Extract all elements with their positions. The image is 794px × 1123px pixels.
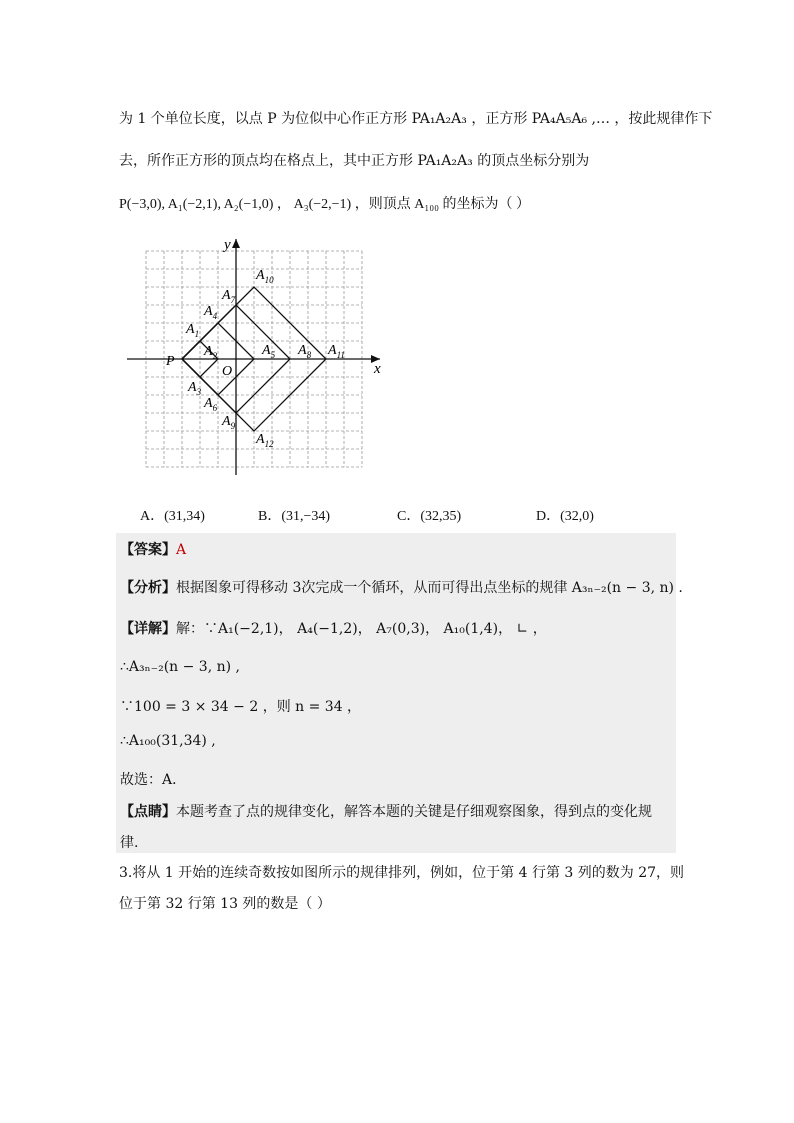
option-c[interactable]: C．(32,35): [397, 509, 462, 524]
intro-line-2: 去，所作正方形的顶点均在格点上，其中正方形 PA₁A₂A₃ 的顶点坐标分别为: [119, 153, 590, 169]
origin-label: O: [222, 364, 233, 379]
point-label-a5: $A_5$: [262, 343, 276, 360]
option-b[interactable]: B．(31,−34): [258, 509, 331, 524]
x-axis-label: x: [374, 361, 381, 377]
solution-panel: [116, 533, 683, 853]
point-label-a3: $A_3$: [188, 380, 202, 397]
comment-line-1: 本题考查了点的规律变化，解答本题的关键是仔细观察图象，得到点的变化规: [176, 804, 652, 820]
answer-label: 【答案】: [120, 542, 176, 558]
option-d[interactable]: D．(32,0): [536, 509, 594, 524]
point-label-a10: $A_{10}$: [256, 268, 274, 285]
point-label-a1: $A_1$: [186, 322, 200, 339]
detail-label: 【详解】: [120, 621, 176, 637]
question-3-line-2: 位于第 32 行第 13 列的数是（ ）: [119, 896, 331, 912]
question-3-line-1: 3.将从 1 开始的连续奇数按如图所示的规律排列，例如，位于第 4 行第 3 列的数为 27，则: [119, 865, 685, 881]
point-label-a7: $A_7$: [222, 288, 236, 305]
detail-line-1: 解：∵A₁(−2,1)， A₄(−1,2)， A₇(0,3)， A₁₀(1,4)， ∟ ，: [176, 621, 547, 637]
point-label-a11: $A_{11}$: [328, 343, 345, 360]
y-axis-arrow: [232, 239, 240, 248]
point-label-a12: $A_{12}$: [256, 432, 274, 449]
detail-line-3: ∵100 = 3 × 34 − 2 ，则 n = 34 ，: [120, 699, 362, 715]
point-label-a4: $A_4$: [204, 304, 218, 321]
point-label-a8: $A_8$: [298, 343, 312, 360]
answer-value: A: [176, 542, 187, 558]
comment-label: 【点睛】: [120, 804, 176, 820]
intro-line-1: 为 1 个单位长度，以点 P 为位似中心作正方形 PA₁A₂A₃ ，正方形 PA₄A₅A₆ ,… ，按此规律作下: [119, 111, 713, 127]
detail-line-2: ∴A₃ₙ₋₂(n − 3, n) ,: [120, 659, 240, 675]
y-axis-label: y: [224, 237, 231, 253]
point-label-p: P: [166, 354, 175, 369]
point-label-a9: $A_9$: [222, 414, 236, 431]
coordinate-figure: [125, 235, 390, 480]
intro-line-3: P(−3,0), A₁(−2,1), A₂(−1,0) ， A₃(−2,−1) ，则顶点 A₁₀₀ 的坐标为（ ）: [119, 197, 530, 212]
point-label-a2: $A_2$: [204, 344, 218, 361]
option-a[interactable]: A．(31,34): [140, 509, 205, 524]
detail-line-5: 故选：A．: [120, 772, 187, 788]
analysis-label: 【分析】: [120, 580, 176, 596]
detail-line-4: ∴A₁₀₀(31,34) ,: [120, 733, 216, 749]
comment-line-2: 律.: [120, 835, 139, 851]
point-label-a6: $A_6$: [204, 396, 218, 413]
analysis-text: 根据图象可得移动 3次完成一个循环，从而可得出点坐标的规律 A₃ₙ₋₂(n − 3, n) .: [176, 580, 683, 596]
